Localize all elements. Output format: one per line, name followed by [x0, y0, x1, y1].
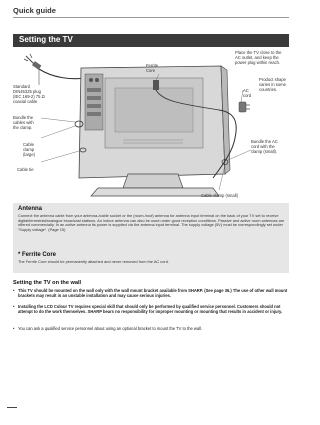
callout-bundle-cables: Bundle the cables with the clamp.	[13, 115, 34, 130]
header-divider	[13, 17, 289, 18]
wall-bullet-1: • This TV should be mounted on the wall only with the wall mount bracket available from SHARP. (See page 36.) The use of other wall mount brackets may result in an unstable installation and may cause serious injuries.	[13, 288, 288, 298]
wall-mount-title: Setting the TV on the wall	[13, 280, 82, 286]
section-banner	[13, 34, 289, 47]
callout-place-tv: Place the TV close to the AC outlet, and keep the power plug within reach.	[235, 50, 282, 65]
tv-setup-diagram	[13, 50, 289, 200]
ferrite-core-heading: * Ferrite Core	[18, 252, 57, 258]
bullet-dot-icon: •	[13, 326, 15, 331]
bullet-dot-icon: •	[13, 288, 15, 293]
ferrite-core-icon	[153, 80, 159, 90]
bullet-dot-icon: •	[13, 304, 15, 309]
page-number-mark	[7, 406, 17, 409]
callout-ac-cord: AC cord	[243, 88, 252, 98]
callout-antenna-cable: Standard DIN45325 plug (IEC 169-2) 75 Ω coaxial cable	[13, 84, 45, 104]
callout-cable-clamp-small: Cable clamp (small)	[201, 193, 238, 198]
wall-bullet-3: • You can ask a qualified service personnel about using an optional bracket to mount the TV to the wall.	[13, 326, 203, 331]
wall-bullet-2: • Installing the LCD Colour TV requires special skill that should only be performed by qualified service personnel. Customers should not attempt to do the work themselves. SHARP bears no responsibility for improper mounting or mounting that results in accident or injury.	[13, 304, 283, 314]
callout-bundle-ac-cord: Bundle the AC cord with the clamp (small).	[251, 139, 278, 154]
callout-cable-clamp-large: Cable clamp (large)	[23, 142, 36, 157]
section-title: Setting the TV	[19, 35, 73, 44]
antenna-text: Connect the antenna cable from your antenna-/cable socket or the (room-/roof) antenna for antenna input terminal on the back of your TV set to receive digital/terrestrial/analogue broadcast stations. An indoor antenna can also be used under good reception conditions. Passive and active room antennas are offered commercially. In an active antenna its power is supplied via the antenna input terminal. The supply voltage (5V) must be correspondingly set under “Supply voltage”. (Page 15)	[18, 213, 285, 232]
page-header-title: Quick guide	[13, 6, 56, 15]
antenna-heading: Antenna	[18, 206, 42, 212]
callout-cable-tie: Cable tie	[17, 167, 34, 172]
notes-box	[13, 203, 289, 273]
callout-product-shape: Product shape varies in some countries.	[259, 77, 287, 92]
ferrite-core-text: The Ferrite Core should be permanently attached and never removed from the AC cord.	[18, 259, 169, 264]
antenna-plug-icon	[24, 54, 41, 70]
callout-ferrite-core: Ferrite Core	[146, 63, 159, 73]
ac-plug-icon	[239, 102, 250, 112]
